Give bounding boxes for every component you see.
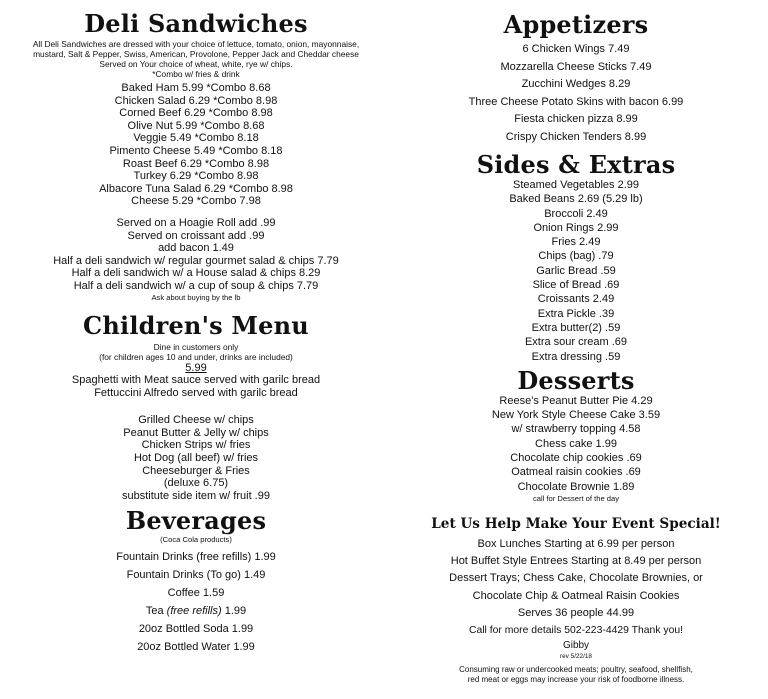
event-line: Dessert Trays; Chess Cake, Chocolate Brownies, or xyxy=(449,572,703,585)
menu-item: Grilled Cheese w/ chips xyxy=(138,414,254,427)
menu-item: Broccoli 2.49 xyxy=(544,207,608,220)
coca-cola-note: (Coca Cola products) xyxy=(160,535,232,545)
menu-item: Peanut Butter & Jelly w/ chips xyxy=(123,426,269,439)
event-line: Serves 36 people 44.99 xyxy=(517,607,635,620)
food-safety-disclaimer: red meat or eggs may increase your risk of foodborne illness. xyxy=(467,674,685,684)
menu-item: Cheeseburger & Fries xyxy=(142,464,250,477)
menu-item: 20oz Bottled Soda 1.99 xyxy=(138,623,254,636)
menu-item: Onion Rings 2.99 xyxy=(533,221,619,234)
menu-item: Roast Beef 6.29 *Combo 8.98 xyxy=(122,157,270,170)
menu-item: Cheese 5.29 *Combo 7.98 xyxy=(131,195,261,208)
menu-item: Chess cake 1.99 xyxy=(535,437,617,450)
deli-intro-line: mustard, Salt & Pepper, Swiss, American, Provolone, Pepper Jack and Cheddar cheese xyxy=(33,49,359,59)
menu-item: Hot Dog (all beef) w/ fries xyxy=(133,452,259,465)
food-safety-disclaimer: Consuming raw or undercooked meats; poultry, seafood, shellfish, xyxy=(459,664,693,674)
sides-extras-heading: Sides & Extras xyxy=(476,150,676,179)
revision-date: rev 5/22/18 xyxy=(560,652,592,660)
ages-note: (for children ages 10 and under, drinks are included) xyxy=(99,351,293,362)
deli-intro-line: All Deli Sandwiches are dressed with your choice of lettuce, tomato, onion, mayonnaise, xyxy=(32,39,360,49)
menu-item: Corned Beef 6.29 *Combo 8.98 xyxy=(119,107,273,120)
menu-item: Turkey 6.29 *Combo 8.98 xyxy=(133,170,259,183)
menu-item: Chicken Strips w/ fries xyxy=(141,439,251,452)
dine-in-note: Dine in customers only xyxy=(153,341,239,352)
menu-item: w/ strawberry topping 4.58 xyxy=(511,423,641,436)
menu-item: Chicken Salad 6.29 *Combo 8.98 xyxy=(114,94,278,107)
left-column xyxy=(0,0,392,656)
menu-item: Baked Ham 5.99 *Combo 8.68 xyxy=(121,82,271,94)
menu-item: 20oz Bottled Water 1.99 xyxy=(137,641,255,654)
menu-item: Coffee 1.59 xyxy=(167,587,225,600)
addon-item: Served on a Hoagie Roll add .99 xyxy=(116,216,276,229)
menu-item: Fettuccini Alfredo served with garilc bread xyxy=(94,386,298,399)
beverages-heading: Beverages xyxy=(125,506,267,536)
half-sandwich-item: Half a deli sandwich w/ regular gourmet salad & chips 7.79 xyxy=(53,254,339,267)
menu-item: substitute side item w/ fruit .99 xyxy=(122,489,270,502)
menu-item: Mozzarella Cheese Sticks 7.49 xyxy=(500,60,652,73)
menu-item: Olive Nut 5.99 *Combo 8.68 xyxy=(127,119,265,132)
menu-item: Chocolate Brownie 1.89 xyxy=(517,480,635,493)
menu-item: Reese's Peanut Butter Pie 4.29 xyxy=(499,394,653,407)
menu-item: Fountain Drinks (To go) 1.49 xyxy=(126,569,266,582)
deli-sandwiches-heading: Deli Sandwiches xyxy=(84,9,308,38)
event-line: Chocolate Chip & Oatmeal Raisin Cookies xyxy=(472,589,680,602)
menu-item: 6 Chicken Wings 7.49 xyxy=(522,43,630,55)
menu-item: Spaghetti with Meat sauce served with garilc bread xyxy=(71,374,321,387)
appetizers-heading: Appetizers xyxy=(503,10,649,39)
half-sandwich-item: Half a deli sandwich w/ a cup of soup & chips 7.79 xyxy=(73,279,319,292)
menu-item: Extra Pickle .39 xyxy=(537,307,615,320)
tea-refill-note: (free refills) xyxy=(166,605,222,618)
by-lb-note: Ask about buying by the lb xyxy=(151,292,241,302)
childrens-price: 5.99 xyxy=(185,361,207,374)
combo-note: *Combo w/ fries & drink xyxy=(152,69,240,79)
menu-item: Oatmeal raisin cookies .69 xyxy=(511,466,641,479)
menu-item: Crispy Chicken Tenders 8.99 xyxy=(505,130,647,143)
menu-item: Steamed Vegetables 2.99 xyxy=(513,179,639,191)
menu-item: Slice of Bread .69 xyxy=(532,279,620,292)
desserts-heading: Desserts xyxy=(517,365,635,395)
menu-item: Extra butter(2) .59 xyxy=(531,321,621,334)
tea-name: Tea xyxy=(145,605,167,618)
addon-item: Served on croissant add .99 xyxy=(127,229,265,242)
event-line: Box Lunches Starting at 6.99 per person xyxy=(477,537,675,550)
menu-item: Baked Beans 2.69 (5.29 lb) xyxy=(509,193,643,206)
menu-item: Croissants 2.49 xyxy=(537,293,615,306)
menu-item: Garlic Bread .59 xyxy=(536,264,616,277)
event-line: Hot Buffet Style Entrees Starting at 8.49 per person xyxy=(450,554,702,567)
menu-item: New York Style Cheese Cake 3.59 xyxy=(491,409,661,422)
childrens-menu-heading: Children's Menu xyxy=(83,310,309,340)
contact-line: Call for more details 502-223-4429 Thank you! xyxy=(468,624,684,636)
menu-item: Fiesta chicken pizza 8.99 xyxy=(514,113,638,125)
half-sandwich-item: Half a deli sandwich w/ a House salad & chips 8.29 xyxy=(71,267,321,280)
menu-item: Chips (bag) .79 xyxy=(538,250,614,263)
deli-intro-line: Served on Your choice of wheat, white, rye w/ chips. xyxy=(99,59,293,69)
dessert-of-day-note: call for Dessert of the day xyxy=(532,493,620,503)
signature: Gibby xyxy=(562,639,590,651)
tea-price: 1.99 xyxy=(221,605,247,618)
menu-item: Pimento Cheese 5.49 *Combo 8.18 xyxy=(109,144,283,157)
right-column xyxy=(384,0,768,685)
event-heading: Let Us Help Make Your Event Special! xyxy=(431,515,721,532)
menu-item: Fries 2.49 xyxy=(551,236,601,249)
addon-item: add bacon 1.49 xyxy=(158,242,234,255)
menu-item: Albacore Tuna Salad 6.29 *Combo 8.98 xyxy=(99,182,293,195)
menu-item: Fountain Drinks (free refills) 1.99 xyxy=(116,551,276,564)
menu-item: (deluxe 6.75) xyxy=(163,477,229,490)
menu-item: Zucchini Wedges 8.29 xyxy=(521,78,631,90)
menu-item: Three Cheese Potato Skins with bacon 6.99 xyxy=(468,95,684,108)
tea-item xyxy=(0,602,392,620)
menu-item: Extra sour cream .69 xyxy=(524,336,628,349)
menu-item: Extra dressing .59 xyxy=(531,350,621,363)
menu-item: Veggie 5.49 *Combo 8.18 xyxy=(133,132,259,145)
menu-item: Chocolate chip cookies .69 xyxy=(510,452,642,465)
